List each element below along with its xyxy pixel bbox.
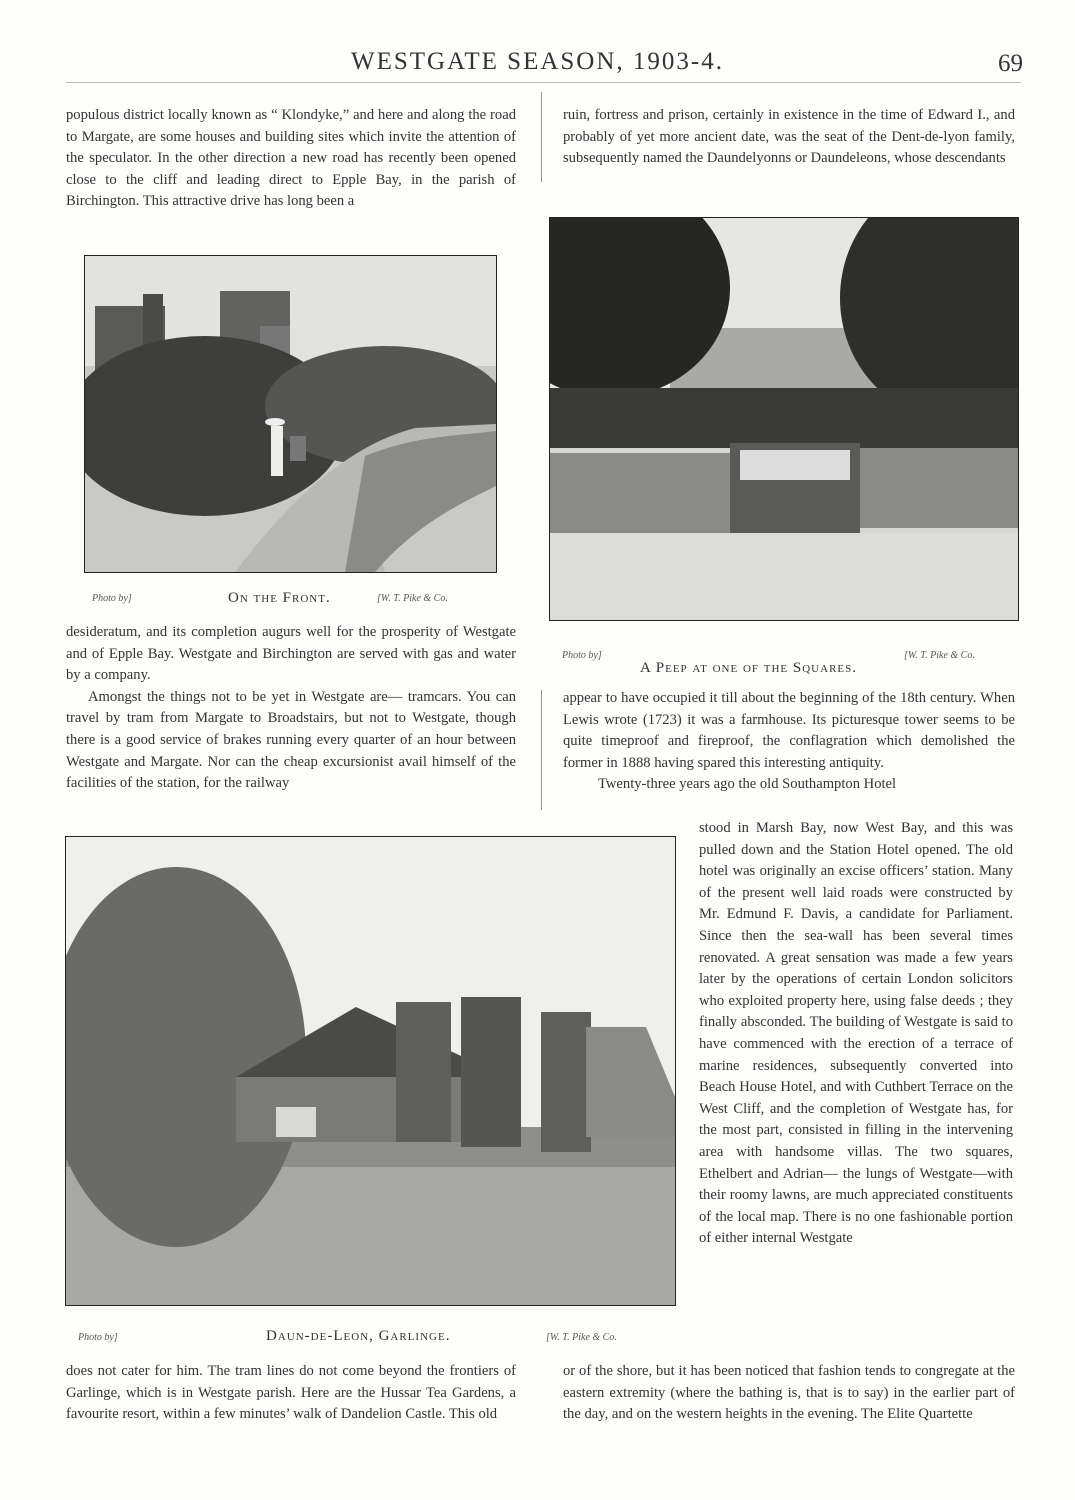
caption-title: Daun-de-Leon, Garlinge.	[266, 1328, 451, 1344]
paragraph: ruin, fortress and prison, certainly in existence in the time of Edward I., and probably of yet more ancient date, was the seat of the Dent-de-lyon family, subsequently named the Daundelyonns or Daundeleons, whose descendants	[563, 107, 1015, 167]
caption-photo-by: Photo by]	[92, 593, 132, 604]
column-divider	[541, 92, 542, 182]
paragraph-lead: Twenty-three years ago the old Southampton Hotel	[598, 776, 897, 793]
paragraph: Amongst the things not to be yet in Westgate are— tramcars. You can travel by tram from Margate to Broadstairs, but not to Westgate, though there is a good service of brakes running every quarter of an hour between Westgate and Margate. Nor can the cheap excursionist avail himself of the facilities of the station, for the railway	[66, 688, 516, 792]
left-column-bottom	[66, 1361, 516, 1426]
page-number: 69	[998, 50, 1023, 77]
paragraph: or of the shore, but it has been noticed that fashion tends to congregate at the eastern extremity (where the bathing is, that is to say) in the earlier part of the day, and on the western heights in the evening. The Elite Quartette	[563, 1363, 1015, 1423]
paragraph: stood in Marsh Bay, now West Bay, and this was pulled down and the Station Hotel opened. The old hotel was originally an excise officers’ station. Many of the present well laid roads were constructed by Mr. Edmund F. Davis, a candidate for Parliament. Since then the sea-wall has been several times renovated. A great sensation was made a few years later by the operations of certain London solicitors who exploited property here, using false deeds ; they finally absconded. The building of Westgate is said to have commenced with the erection of a terrace of marine residences, subsequently converted into Beach House Hotel, and with Cuthbert Terrace on the West Cliff, and the completion of Westgate has, for the most part, consisted in filling in the intervening area with handsome villas. The two squares, Ethelbert and Adrian— the lungs of Westgate—with their roomy lawns, are much appreciated constituents of the local map. There is no one fashionable portion of either internal Westgate	[699, 820, 1013, 1247]
page-header-title: WESTGATE SEASON, 1903-4.	[351, 48, 724, 75]
right-column-top	[563, 105, 1015, 170]
left-column-middle	[66, 622, 516, 795]
caption-credit: [W. T. Pike & Co.	[377, 593, 448, 604]
paragraph: populous district locally known as “ Klondyke,” and here and along the road to Margate, are some houses and building sites which invite the attention of the speculator. In the other direction a new road has recently been opened close to the cliff and leading direct to Epple Bay, in the parish of Birchington. This attractive drive has long been a	[66, 107, 516, 210]
paragraph: does not cater for him. The tram lines do not come beyond the frontiers of Garlinge, which is in Westgate parish. Here are the Hussar Tea Gardens, a favourite resort, within a few minutes’ walk of Dandelion Castle. This old	[66, 1363, 516, 1423]
caption-photo-by: Photo by]	[78, 1332, 118, 1343]
photo-on-the-front-image	[85, 256, 496, 572]
header-rule	[66, 82, 1021, 83]
photo-daun-de-leon	[65, 836, 676, 1306]
caption-title: On the Front.	[228, 590, 331, 606]
caption-credit: [W. T. Pike & Co.	[904, 650, 975, 661]
photo-peep-at-squares-image	[550, 218, 1018, 620]
photo-on-the-front	[84, 255, 497, 573]
right-column-middle	[563, 688, 1015, 796]
photo-daun-de-leon-image	[66, 837, 675, 1305]
caption-credit: [W. T. Pike & Co.	[546, 1332, 617, 1343]
right-column-bottom	[563, 1361, 1015, 1426]
column-divider-lower	[541, 690, 542, 810]
paragraph: appear to have occupied it till about the beginning of the 18th century. When Lewis wrote (1723) it was a farmhouse. Its picturesque tower seems to be quite timeproof and fireproof, the conflagration which demolished the former in 1888 having spared this interesting antiquity.	[563, 690, 1015, 771]
caption-photo-by: Photo by]	[562, 650, 602, 661]
photo-peep-at-squares	[549, 217, 1019, 621]
caption-title: A Peep at one of the Squares.	[640, 660, 857, 676]
left-column-top	[66, 105, 516, 213]
right-column-narrow	[699, 818, 1013, 1250]
paragraph: desideratum, and its completion augurs well for the prosperity of Westgate and of Epple Bay. Westgate and Birchington are served with gas and water by a company.	[66, 624, 516, 684]
